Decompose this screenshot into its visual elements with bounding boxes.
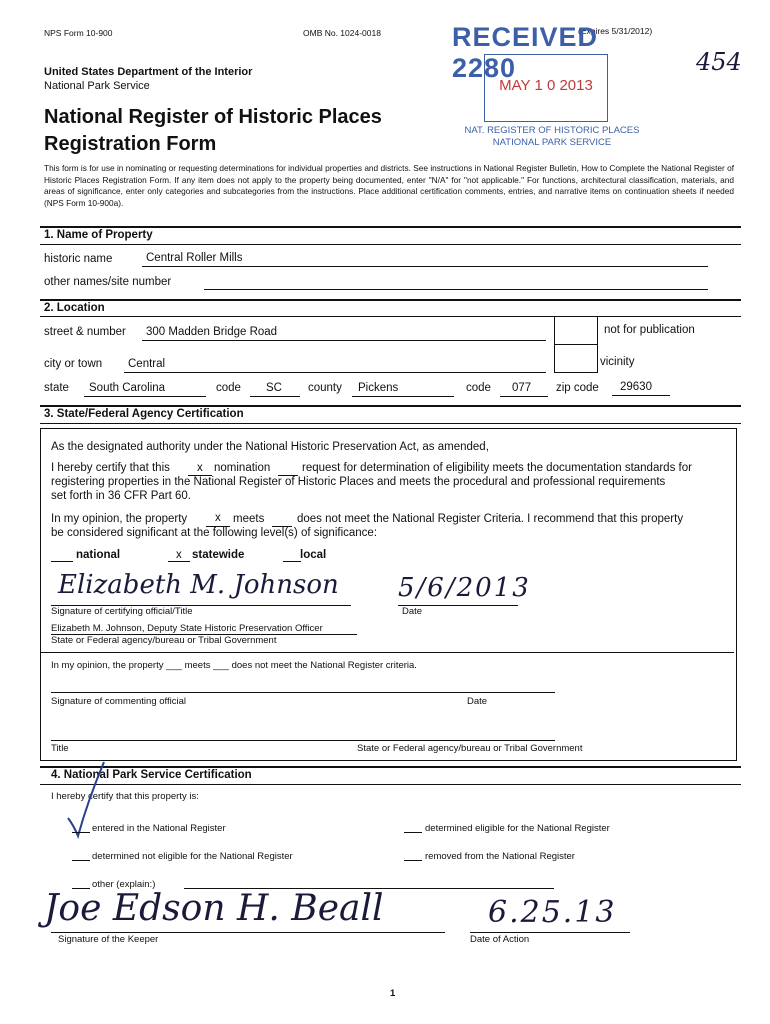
commenting-signature-label: Signature of commenting official <box>51 696 187 707</box>
section4-heading: 4. National Park Service Certification <box>51 769 252 781</box>
state-field <box>84 396 206 397</box>
level-local: local <box>300 549 327 561</box>
action-date: 6.25.13 <box>488 895 617 930</box>
stamp-line2: NATIONAL PARK SERVICE <box>492 137 612 148</box>
eligible-blank[interactable] <box>404 832 422 833</box>
city-label: city or town <box>44 358 103 370</box>
certifying-date: 5/6/2013 <box>398 573 531 603</box>
historic-name-field <box>142 266 708 267</box>
instructions: This form is for use in nominating or requesting determinations for individual properties and districts. See instructions in National Register Bulletin, How to Complete the National Register of Historic Places Registration Form. If any item does not apply to the property being documented, enter "N/A" for "not applicable." For functions, architectural classification, materials, and areas of significance, enter only categories and subcategories from the instructions. Place additional certification comments, entries, and narrative items on continuation sheets if needed (NPS Form 10-900a). <box>44 163 734 208</box>
commenting-opinion: In my opinion, the property ___ meets ___ does not meet the National Register criteria. <box>51 660 417 671</box>
not-eligible-blank[interactable] <box>72 860 90 861</box>
action-label: Date of Action <box>470 934 530 945</box>
statewide-blank <box>168 561 190 562</box>
zip-value[interactable]: 29630 <box>620 381 652 393</box>
meets-mark[interactable]: x <box>215 512 221 524</box>
street-value[interactable]: 300 Madden Bridge Road <box>146 326 278 338</box>
entered-blank[interactable] <box>72 832 90 833</box>
divider <box>40 405 741 407</box>
not-for-publication-label: not for publication <box>604 324 695 336</box>
agency-label-2: State or Federal agency/bureau or Tribal Government <box>357 743 583 754</box>
historic-name-label: historic name <box>44 253 113 265</box>
service: National Park Service <box>44 80 150 92</box>
omb-number: OMB No. 1024-0018 <box>303 28 381 38</box>
other-names-field[interactable] <box>204 289 708 290</box>
level-national: national <box>76 549 121 561</box>
section3-heading: 3. State/Federal Agency Certification <box>44 408 244 420</box>
page-title: National Register of Historic Places <box>44 106 382 128</box>
vicinity-label: vicinity <box>600 356 635 368</box>
not-for-publication-checkbox[interactable] <box>554 316 598 345</box>
page-number: 1 <box>390 988 396 999</box>
opt-not-eligible: determined not eligible for the National Register <box>92 851 293 862</box>
county-code-field <box>500 396 548 397</box>
state-code-label: code <box>216 382 241 394</box>
state-value[interactable]: South Carolina <box>89 382 166 394</box>
expiration: (Expires 5/31/2012) <box>578 26 653 36</box>
divider <box>40 299 741 301</box>
zip-field <box>612 395 670 396</box>
stamp-line1: NAT. REGISTER OF HISTORIC PLACES <box>464 125 640 136</box>
opinion-text-c: does not meet the National Register Criteria. I recommend that this property <box>297 513 684 525</box>
certify-text-b: nomination <box>214 462 271 474</box>
city-field <box>124 372 546 373</box>
commenting-signature-line[interactable] <box>51 692 555 693</box>
opt-eligible: determined eligible for the National Register <box>425 823 610 834</box>
opinion-text-b: meets <box>233 513 265 525</box>
zip-label: zip code <box>556 382 599 394</box>
stamp-date-box <box>484 54 608 122</box>
opinion-text-a: In my opinion, the property <box>51 513 188 525</box>
level-statewide: statewide <box>192 549 245 561</box>
street-field <box>142 340 546 341</box>
county-field <box>352 396 454 397</box>
national-blank[interactable] <box>51 561 73 562</box>
historic-name-value[interactable]: Central Roller Mills <box>146 252 243 264</box>
action-date-line <box>470 932 630 933</box>
received-stamp <box>452 18 652 158</box>
divider <box>40 316 741 317</box>
section1-heading: 1. Name of Property <box>44 229 153 241</box>
state-label: state <box>44 382 69 394</box>
county-code-label: code <box>466 382 491 394</box>
divider <box>40 423 741 424</box>
commenting-title-line[interactable] <box>51 740 555 741</box>
divider <box>40 226 741 228</box>
divider <box>40 766 741 768</box>
removed-blank[interactable] <box>404 860 422 861</box>
local-blank[interactable] <box>283 561 301 562</box>
nomination-mark[interactable]: x <box>197 462 203 474</box>
certify-text-a: I hereby certify that this <box>51 462 170 474</box>
keeper-label: Signature of the Keeper <box>58 934 159 945</box>
handwritten-number: 454 <box>696 48 742 76</box>
official-name: Elizabeth M. Johnson, Deputy State Historic Preservation Officer <box>51 623 323 634</box>
authority-text: As the designated authority under the National Historic Preservation Act, as amended, <box>51 441 489 453</box>
opt-other: other (explain:) <box>92 879 156 890</box>
keeper-signature-line <box>51 932 445 933</box>
other-names-label: other names/site number <box>44 276 172 288</box>
stamp-received: RECEIVED 2280 <box>452 22 599 83</box>
form-number: NPS Form 10-900 <box>44 28 113 38</box>
agency-label: State or Federal agency/bureau or Tribal Government <box>51 635 277 646</box>
statewide-mark[interactable]: x <box>176 549 182 561</box>
keeper-signature: Joe Edson H. Beall <box>44 888 384 929</box>
divider <box>40 784 741 785</box>
county-label: county <box>308 382 342 394</box>
department: United States Department of the Interior <box>44 66 253 78</box>
stamp-date: MAY 1 0 2013 <box>499 77 593 94</box>
vicinity-checkbox[interactable] <box>554 344 598 373</box>
opt-entered: entered in the National Register <box>92 823 226 834</box>
certifying-signature: Elizabeth M. Johnson <box>58 570 339 600</box>
signature-label: Signature of certifying official/Title <box>51 606 193 617</box>
county-code-value[interactable]: 077 <box>512 382 532 394</box>
nps-certify-text: I hereby certify that this property is: <box>51 791 199 802</box>
page-subtitle: Registration Form <box>44 133 217 155</box>
city-value[interactable]: Central <box>128 358 166 370</box>
opinion-text-2: be considered significant at the following level(s) of significance: <box>51 527 378 539</box>
state-code-value[interactable]: SC <box>266 382 282 394</box>
opt-removed: removed from the National Register <box>425 851 575 862</box>
county-value[interactable]: Pickens <box>358 382 399 394</box>
certify-text-3: set forth in 36 CFR Part 60. <box>51 490 191 502</box>
certify-text-2: registering properties in the National Register of Historic Places and meets the procedural and professional requirements <box>51 476 666 488</box>
divider <box>40 244 741 245</box>
divider <box>41 652 734 653</box>
section2-heading: 2. Location <box>44 302 105 314</box>
state-code-field <box>250 396 300 397</box>
title-label: Title <box>51 743 69 754</box>
date-label: Date <box>402 606 423 617</box>
commenting-date-label: Date <box>467 696 488 707</box>
certify-text-c: request for determination of eligibility meets the documentation standards for <box>302 462 692 474</box>
street-label: street & number <box>44 326 126 338</box>
